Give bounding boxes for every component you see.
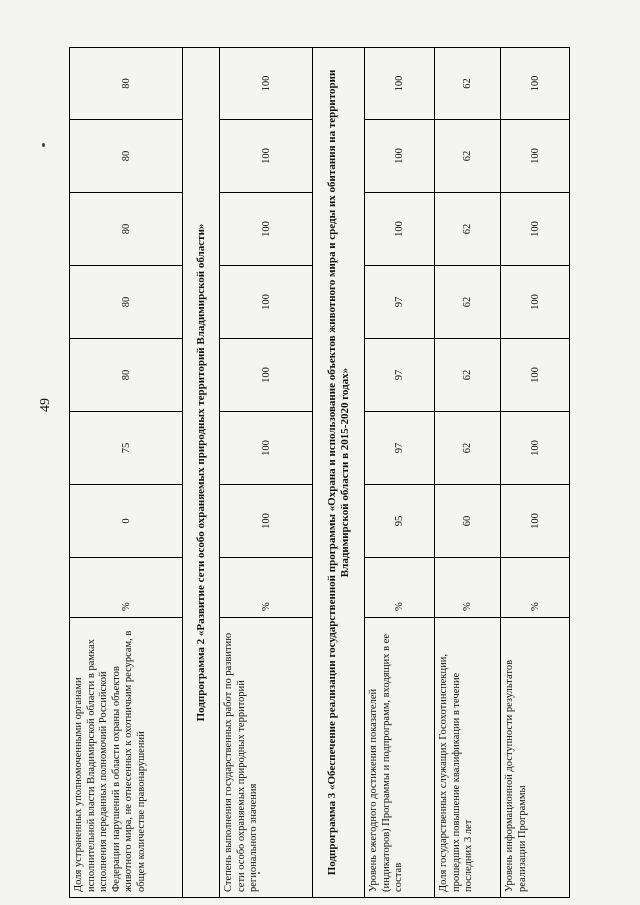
table-row (70, 48, 183, 898)
value-cell: 62 (435, 412, 501, 485)
indicator-name: Доля государственных служащих Госохотинспекции, прошедших повышение квалификации в течение последних 3 лет (435, 618, 501, 898)
value-cell: 100 (365, 48, 435, 120)
value-cell: 0 (70, 485, 183, 558)
subprogram-header-row (313, 48, 365, 898)
indicator-name: Доля устраненных уполномоченными органами исполнительной власти Владимирской области в рамках исполнения переданных полномочий Российской Федерации нарушений в области охраны объектов животного мира, не отнесенных к охотничьим ресурсам, в общем количестве правонарушений (70, 618, 183, 898)
indicator-name: Уровень ежегодного достижения показателей (индикаторов) Программы и подпрограмм, входящих в ее состав (365, 618, 435, 898)
value-cell: 62 (435, 266, 501, 339)
value-cell: 62 (435, 120, 501, 193)
subprogram-header-row (183, 48, 220, 898)
value-cell: 97 (365, 412, 435, 485)
value-cell: 62 (435, 193, 501, 266)
indicator-name: Степень выполнения государственных работ по развитию сети особо охраняемых природных территорий регионального значения (220, 618, 313, 898)
table-row (501, 48, 570, 898)
value-cell: 97 (365, 266, 435, 339)
unit-cell: % (70, 558, 183, 618)
value-cell: 97 (365, 339, 435, 412)
value-cell: 100 (501, 120, 570, 193)
unit-cell: % (365, 558, 435, 618)
value-cell: 100 (220, 120, 313, 193)
rotated-table-sheet (69, 48, 569, 898)
value-cell: 100 (365, 193, 435, 266)
subprogram-3-heading: Подпрограмма 3 «Обеспечение реализации государственной программы «Охрана и использование объектов животного мира и среды их обитания на территории Владимирской области в 2015-2020 годах» (313, 48, 365, 898)
value-cell: 100 (220, 485, 313, 558)
indicators-table (69, 47, 570, 898)
value-cell: 95 (365, 485, 435, 558)
unit-cell: % (220, 558, 313, 618)
value-cell: 80 (70, 339, 183, 412)
value-cell: 100 (501, 412, 570, 485)
value-cell: 100 (501, 193, 570, 266)
table-row (365, 48, 435, 898)
value-cell: 100 (220, 266, 313, 339)
value-cell: 100 (501, 485, 570, 558)
unit-cell: % (435, 558, 501, 618)
value-cell: 62 (435, 48, 501, 120)
value-cell: 80 (70, 48, 183, 120)
value-cell: 80 (70, 193, 183, 266)
value-cell: 100 (365, 120, 435, 193)
scan-speck (42, 143, 45, 147)
table-row (220, 48, 313, 898)
value-cell: 100 (501, 339, 570, 412)
value-cell: 100 (220, 412, 313, 485)
value-cell: 100 (501, 266, 570, 339)
unit-cell: % (501, 558, 570, 618)
value-cell: 100 (220, 339, 313, 412)
subprogram-2-heading: Подпрограмма 2 «Развитие сети особо охраняемых природных территорий Владимирской области» (183, 48, 220, 898)
value-cell: 100 (501, 48, 570, 120)
value-cell: 62 (435, 339, 501, 412)
value-cell: 80 (70, 120, 183, 193)
value-cell: 100 (220, 193, 313, 266)
value-cell: 80 (70, 266, 183, 339)
table-row (435, 48, 501, 898)
value-cell: 75 (70, 412, 183, 485)
page-number: 49 (38, 398, 53, 412)
indicator-name: Уровень информационной доступности результатов реализации Программы (501, 618, 570, 898)
value-cell: 100 (220, 48, 313, 120)
value-cell: 60 (435, 485, 501, 558)
